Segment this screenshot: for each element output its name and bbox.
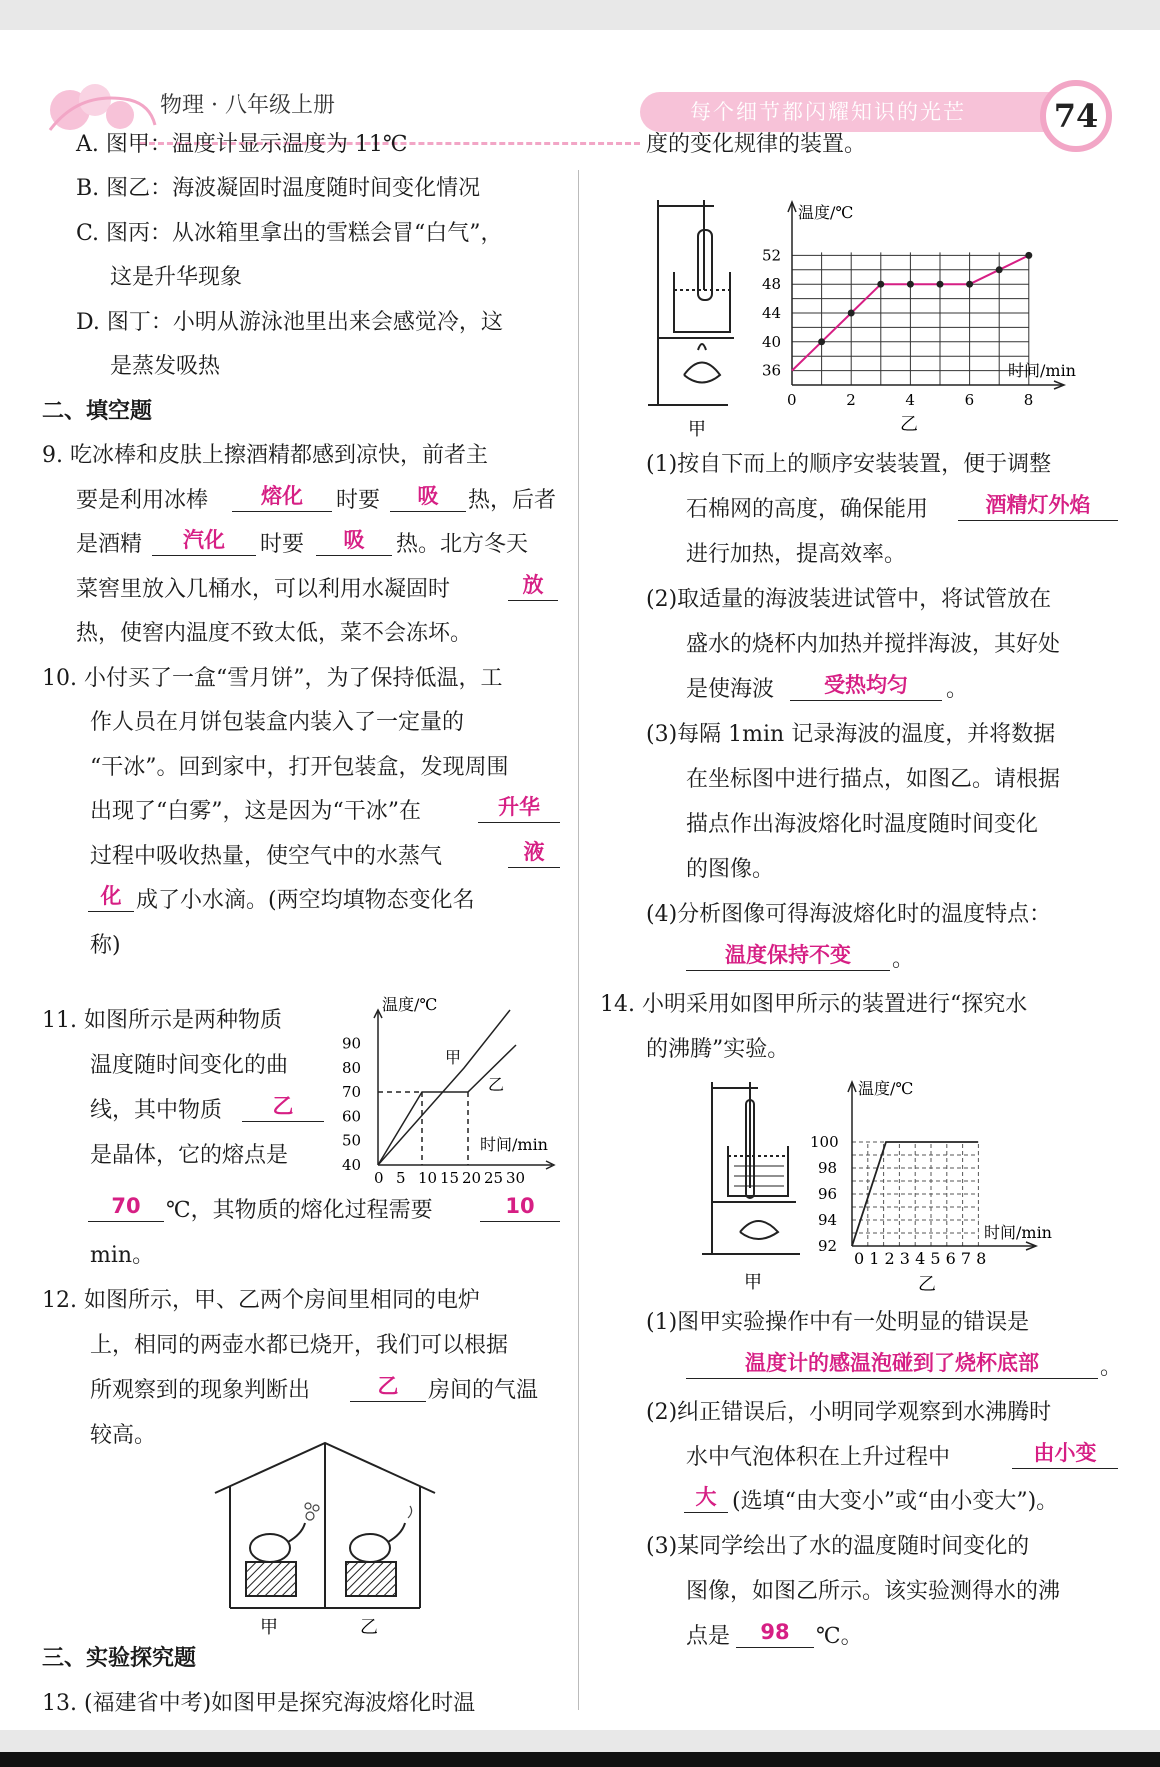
- q10-answer-1: 升华: [478, 792, 560, 823]
- page: [0, 30, 1160, 1730]
- q9-text: 是酒精: [76, 532, 143, 557]
- q13-ytick: 52: [762, 246, 782, 265]
- q14-ytick: 98: [818, 1159, 838, 1177]
- q13-ytick: 36: [762, 361, 782, 380]
- q13-part2-text: 盛水的烧杯内加热并搅拌海波，其好处: [686, 632, 1061, 657]
- q13-data-point: [877, 281, 884, 288]
- q9-answer-1: 熔化: [232, 481, 332, 512]
- q11-text: 是晶体，它的熔点是: [90, 1143, 289, 1168]
- q10-text: “干冰”。回到家中，打开包装盒，发现周围: [90, 755, 509, 780]
- q14-part3-text: 点是: [686, 1624, 731, 1649]
- q13-xtick: 4: [905, 391, 915, 409]
- q14-part3: (3)某同学绘出了水的温度随时间变化的: [646, 1534, 1030, 1559]
- q9-text: 热。北方冬天: [396, 532, 529, 557]
- q14-part1-text: 。: [1100, 1355, 1123, 1380]
- q14-caption-jia: 甲: [744, 1272, 762, 1293]
- q9-answer-4: 吸: [316, 525, 392, 556]
- q13-apparatus-figure: [644, 190, 734, 440]
- q13-part3-text: 描点作出海波熔化时温度随时间变化: [686, 812, 1039, 837]
- q14-boiling-chart: [808, 1074, 1068, 1299]
- q13-answer-2: 受热均匀: [790, 670, 942, 701]
- q13-data-point: [818, 338, 825, 345]
- q11-text: 线，其中物质: [90, 1098, 223, 1123]
- q13-xtick: 0: [787, 391, 797, 409]
- q13-part1-text: 进行加热，提高效率。: [686, 542, 907, 567]
- q10-text: 成了小水滴。(两空均填物态变化名: [136, 888, 475, 913]
- q11-answer-2: 70: [88, 1191, 164, 1222]
- q12-text: 上，相同的两壶水都已烧开，我们可以根据: [90, 1333, 509, 1358]
- q9-text: 要是利用冰棒: [76, 488, 209, 513]
- q9-answer-5: 放: [508, 570, 558, 601]
- q9-answer-3: 汽化: [152, 525, 256, 556]
- q11-line1: 11. 如图所示是两种物质: [42, 1008, 282, 1033]
- q13-part3: (3)每隔 1min 记录海波的温度，并将数据: [646, 722, 1056, 747]
- q12-text: 房间的气温: [428, 1378, 539, 1403]
- q11-text: min。: [90, 1243, 155, 1268]
- q11-xtick: 5: [396, 1169, 406, 1187]
- q13-text: 度的变化规律的装置。: [646, 132, 867, 157]
- q11-melting-chart: [340, 990, 570, 1190]
- q11-ytick: 90: [342, 1034, 362, 1053]
- q14-ytick: 96: [818, 1185, 838, 1203]
- page-number: 74: [1040, 80, 1112, 152]
- q14-part3-text: ℃。: [816, 1624, 863, 1649]
- q14-ylabel: 温度/℃: [858, 1079, 914, 1098]
- q13-data-point: [996, 266, 1003, 273]
- q11-xtick: 30: [506, 1169, 526, 1187]
- q11-ytick: 70: [342, 1083, 362, 1102]
- q9-line1: 9. 吃冰棒和皮肤上擦酒精都感到凉快，前者主: [42, 443, 488, 468]
- q14-ytick: 100: [810, 1133, 839, 1151]
- q13-line1: 13. (福建省中考)如图甲是探究海波熔化时温: [42, 1691, 476, 1716]
- q11-ytick: 40: [342, 1156, 362, 1174]
- q14-xticks: 0 1 2 3 4 5 6 7 8: [854, 1249, 987, 1268]
- q14-ytick: 94: [818, 1211, 838, 1229]
- q9-text: 时要: [260, 532, 305, 557]
- q11-answer-3: 10: [480, 1191, 560, 1222]
- q14-line1: 14. 小明采用如图甲所示的装置进行“探究水: [600, 992, 1028, 1017]
- q13-xtick: 2: [846, 391, 856, 409]
- q10-line1: 10. 小付买了一盒“雪月饼”，为了保持低温，工: [42, 666, 503, 691]
- q11-ylabel: 温度/℃: [382, 995, 438, 1014]
- q13-part3-text: 在坐标图中进行描点，如图乙。请根据: [686, 767, 1061, 792]
- q9-answer-2: 吸: [390, 481, 466, 512]
- q11-text: ℃，其物质的熔化过程需要: [166, 1198, 433, 1223]
- q9-text: 菜窖里放入几桶水，可以利用水凝固时: [76, 577, 451, 602]
- bottom-bar: [0, 1752, 1160, 1767]
- q14-caption-yi: 乙: [918, 1274, 936, 1295]
- q13-part4-text: 。: [892, 947, 915, 972]
- q13-data-point: [848, 310, 855, 317]
- q13-part3-text: 的图像。: [686, 857, 775, 882]
- q8-option-d-cont: 是蒸发吸热: [110, 354, 221, 379]
- q13-data-point: [1025, 252, 1032, 259]
- q13-caption-jia: 甲: [688, 419, 706, 440]
- q13-data-point: [937, 281, 944, 288]
- q9-text: 热，使窖内温度不致太低，菜不会冻坏。: [76, 621, 473, 646]
- q12-line1: 12. 如图所示，甲、乙两个房间里相同的电炉: [42, 1288, 480, 1313]
- q9-text: 时要: [336, 488, 381, 513]
- q14-answer-3: 98: [736, 1617, 814, 1648]
- q11-ytick: 50: [342, 1131, 362, 1150]
- q13-ylabel: 温度/℃: [798, 203, 854, 222]
- q8-option-a: A. 图甲：温度计显示温度为 11℃: [76, 132, 408, 157]
- q14-part1: (1)图甲实验操作中有一处明显的错误是: [646, 1310, 1030, 1335]
- q11-xtick: 25: [484, 1169, 504, 1187]
- q9-text: 热，后者: [468, 488, 557, 513]
- q13-part2: (2)取适量的海波装进试管中，将试管放在: [646, 587, 1052, 612]
- q10-answer-2: 液: [508, 837, 560, 868]
- header-slogan: 每个细节都闪耀知识的光芒: [640, 92, 1060, 132]
- q14-apparatus-figure: [700, 1078, 810, 1298]
- q14-part2: (2)纠正错误后，小明同学观察到水沸腾时: [646, 1400, 1052, 1425]
- q13-part2-text: 是使海波: [686, 677, 775, 702]
- section-fill-in: 二、填空题: [42, 399, 153, 424]
- q14-answer-2: 由小变: [1012, 1438, 1118, 1469]
- q10-text: 过程中吸收热量，使空气中的水蒸气: [90, 844, 443, 869]
- q13-ytick: 40: [762, 332, 782, 351]
- q13-ytick: 44: [762, 304, 782, 322]
- q13-part1: (1)按自下而上的顺序安装装置，便于调整: [646, 452, 1052, 477]
- q14-ytick: 92: [818, 1237, 838, 1255]
- q11-xlabel: 时间/min: [480, 1135, 548, 1154]
- q10-answer-2-cont: 化: [88, 881, 134, 912]
- q14-xlabel: 时间/min: [984, 1223, 1052, 1242]
- q11-xtick: 0: [374, 1169, 384, 1187]
- q14-part3-text: 图像，如图乙所示。该实验测得水的沸: [686, 1579, 1061, 1604]
- q13-xtick: 6: [964, 391, 975, 409]
- q13-part2-text: 。: [946, 677, 969, 702]
- q14-part2-text: (选填“由大变小”或“由小变大”)。: [732, 1489, 1059, 1514]
- q11-xtick: 15: [440, 1169, 460, 1187]
- q11-text: 温度随时间变化的曲: [90, 1053, 289, 1078]
- section-experiment: 三、实验探究题: [42, 1646, 197, 1671]
- q13-data-point: [966, 281, 973, 288]
- q13-ytick: 48: [762, 275, 782, 294]
- q13-caption-yi: 乙: [900, 414, 918, 435]
- q13-data-point: [907, 281, 914, 288]
- q13-answer-4: 温度保持不变: [686, 940, 890, 971]
- q11-xtick: 20: [462, 1169, 482, 1187]
- q12-text: 较高。: [90, 1423, 157, 1448]
- q13-part4: (4)分析图像可得海波熔化时的温度特点：: [646, 902, 1052, 927]
- q14-text: 的沸腾”实验。: [646, 1037, 790, 1062]
- q13-haibo-chart: [750, 190, 1080, 435]
- q8-option-c: C. 图丙：从冰箱里拿出的雪糕会冒“白气”，: [76, 221, 503, 246]
- q13-part1-text: 石棉网的高度，确保能用: [686, 497, 929, 522]
- column-divider: [578, 170, 579, 1710]
- q11-answer-1: 乙: [242, 1091, 324, 1122]
- q12-caption-yi: 乙: [360, 1617, 378, 1638]
- q13-xlabel: 时间/min: [1008, 361, 1076, 380]
- q10-text: 作人员在月饼包装盒内装入了一定量的: [90, 710, 465, 735]
- q11-xtick: 10: [418, 1169, 438, 1187]
- q13-xtick: 8: [1023, 391, 1034, 409]
- q14-part2-text: 水中气泡体积在上升过程中: [686, 1445, 951, 1470]
- q11-series-jia: 甲: [445, 1048, 462, 1067]
- q12-answer-1: 乙: [350, 1371, 426, 1402]
- q14-answer-2-cont: 大: [684, 1482, 728, 1513]
- q13-answer-1: 酒精灯外焰: [958, 490, 1118, 521]
- q12-house-figure: [210, 1438, 440, 1638]
- q10-text: 称): [90, 933, 121, 958]
- q11-ytick: 60: [342, 1107, 362, 1126]
- q8-option-d: D. 图丁：小明从游泳池里出来会感觉冷，这: [76, 310, 503, 335]
- book-title: 物理 · 八年级上册: [160, 93, 335, 118]
- q8-option-c-cont: 这是升华现象: [110, 265, 243, 290]
- q12-caption-jia: 甲: [260, 1617, 278, 1638]
- q11-ytick: 80: [342, 1058, 362, 1077]
- q12-text: 所观察到的现象判断出: [90, 1378, 311, 1403]
- q11-series-yi: 乙: [488, 1075, 505, 1094]
- q10-text: 出现了“白雾”，这是因为“干冰”在: [90, 799, 421, 824]
- q8-option-b: B. 图乙：海波凝固时温度随时间变化情况: [76, 176, 481, 201]
- q14-answer-1: 温度计的感温泡碰到了烧杯底部: [686, 1348, 1098, 1379]
